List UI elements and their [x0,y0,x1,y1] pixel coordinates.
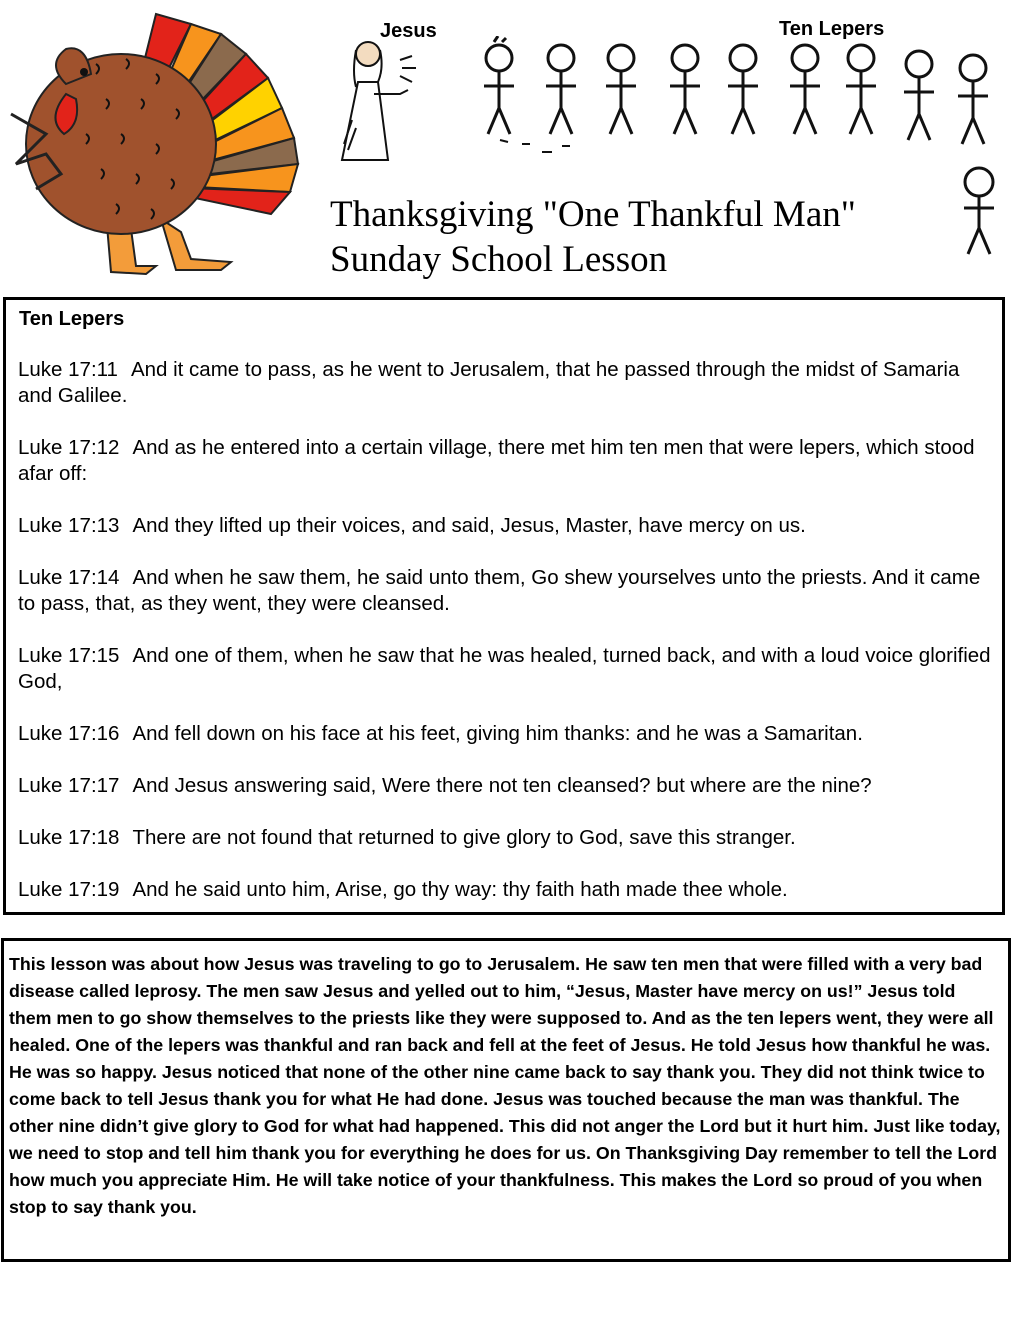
leper-figure-4 [670,45,700,134]
verse-5 [18,643,998,695]
verse-text: And fell down on his face at his feet, giving him thanks: and he was a Samaritan. [132,722,863,745]
lesson-header [0,0,1019,292]
lepers-label: Ten Lepers [779,18,885,40]
jesus-label: Jesus [380,20,437,42]
verse-1 [18,357,998,409]
verse-text: And when he saw them, he said unto them, Go shew yourselves unto the priests. And it came to pass, that, as they went, they were cleansed. [18,566,981,615]
verse-4 [18,565,998,617]
scripture-box [3,297,1005,915]
verse-ref: Luke 17:12 [18,436,120,459]
verse-text: There are not found that returned to give glory to God, save this stranger. [132,826,796,849]
jesus-figure [330,32,420,172]
leper-figure-1 [484,36,514,134]
thankful-leper-figure [964,168,994,254]
verse-ref: Luke 17:14 [18,566,120,589]
verse-6 [18,721,998,747]
verse-9 [18,877,998,903]
lesson-summary-box [1,938,1011,1262]
leper-figure-6 [790,45,820,134]
leper-figure-5 [728,45,758,134]
verse-ref: Luke 17:17 [18,774,120,797]
verse-text: And he said unto him, Arise, go thy way: thy faith hath made thee whole. [132,878,788,901]
verse-text: And one of them, when he saw that he was healed, turned back, and with a loud voice glorified God, [18,644,991,693]
leper-figure-7 [846,45,876,134]
verse-ref: Luke 17:13 [18,514,120,537]
verse-ref: Luke 17:15 [18,644,120,667]
verse-ref: Luke 17:11 [18,358,118,381]
leper-figure-9 [958,55,988,144]
leper-figure-2 [546,45,576,134]
lesson-title [330,192,856,282]
verse-3 [18,513,998,539]
verse-text: And it came to pass, as he went to Jerusalem, that he passed through the midst of Samaria and Galilee. [18,358,960,407]
leper-figure-3 [606,45,636,134]
verse-ref: Luke 17:19 [18,878,120,901]
verse-text: And Jesus answering said, Were there not ten cleansed? but where are the nine? [132,774,872,797]
verse-ref: Luke 17:16 [18,722,120,745]
title-line-2: Sunday School Lesson [330,239,668,280]
verse-text: And they lifted up their voices, and said, Jesus, Master, have mercy on us. [132,514,806,537]
lesson-summary-text: This lesson was about how Jesus was traveling to go to Jerusalem. He saw ten men that were filled with a very bad disease called leprosy. The men saw Jesus and yelled out to him, “Jesus, Master have mercy on us!” Jesus told them men to go show themselves to the priests like they were supposed to. And as the ten lepers went, they were all healed. One of the lepers was thankful and ran back and fell at the feet of Jesus. He told Jesus how thankful he was. He was so happy. Jesus noticed that none of the other nine came back to say thank you. They did not think twice to come back to tell Jesus thank you for what He had done. Jesus was touched because the man was thankful. The other nine didn’t give glory to God for what had happened. This did not anger the Lord but it hurt him. Just like today, we need to stop and tell him thank you for everything he does for us. On Thanksgiving Day remember to tell the Lord how much you appreciate Him. He will take notice of your thankfulness. This makes the Lord so proud of you when stop to say thank you. [9,954,1001,1217]
leper-figure-8 [904,51,934,140]
turkey-illustration [6,4,306,276]
verse-2 [18,435,998,487]
verse-8 [18,825,998,851]
verse-ref: Luke 17:18 [18,826,120,849]
scripture-title: Ten Lepers [19,308,125,330]
title-line-1: Thanksgiving "One Thankful Man" [330,194,856,235]
verse-text: And as he entered into a certain village, there met him ten men that were lepers, which stood afar off: [18,436,975,485]
verse-7 [18,773,998,799]
